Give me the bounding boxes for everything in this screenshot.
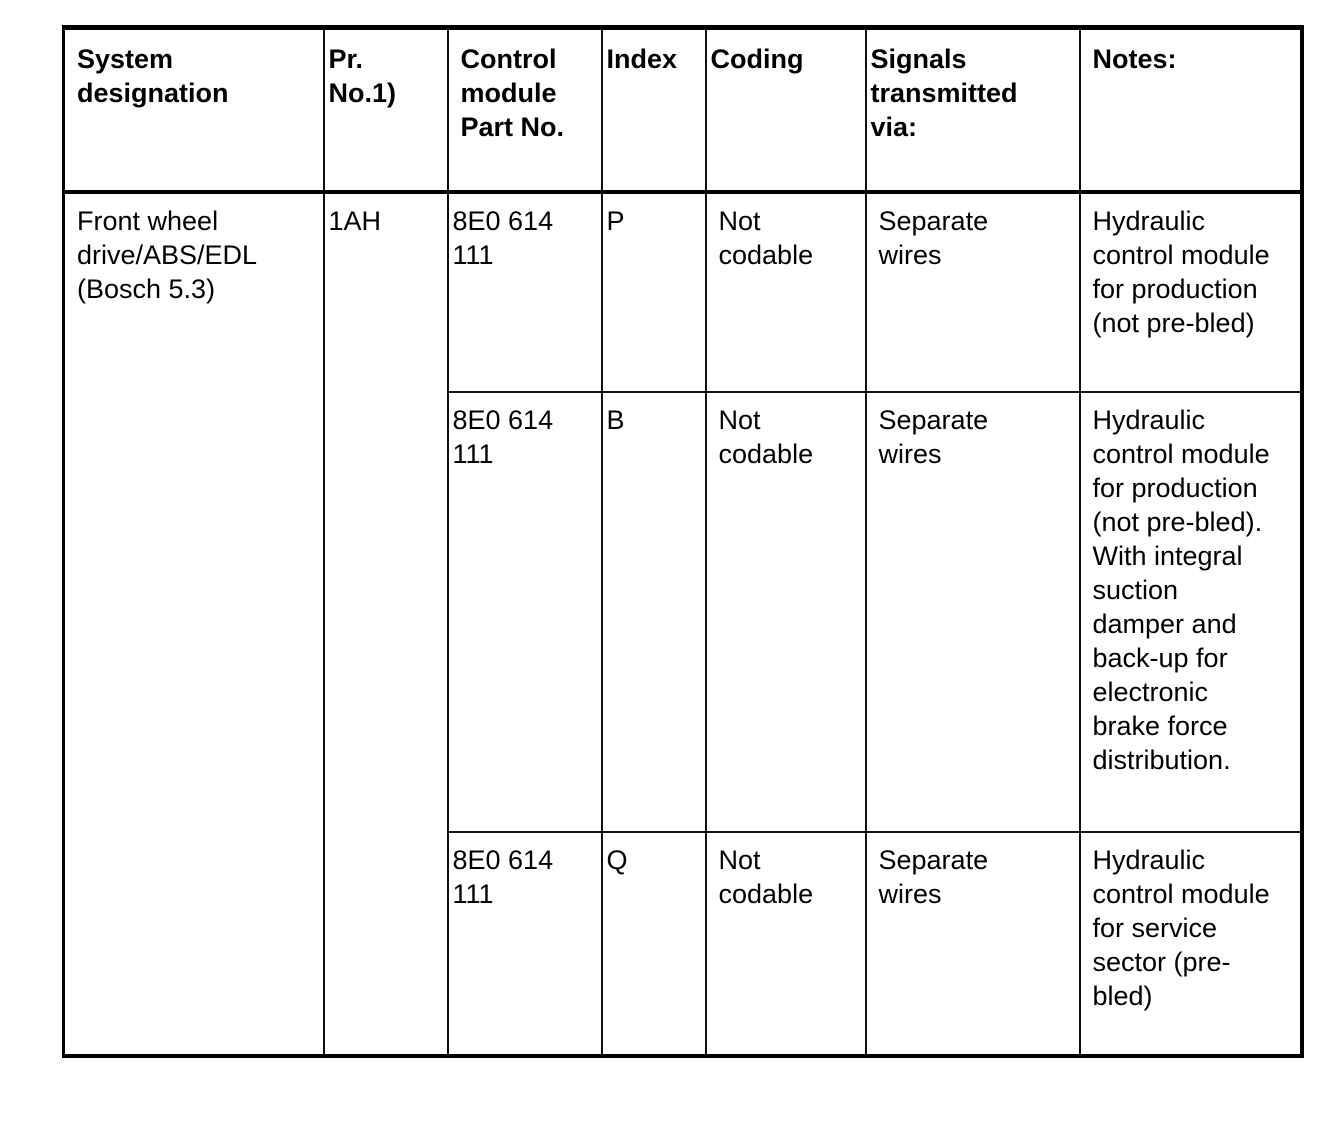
header-coding: Coding bbox=[706, 28, 866, 192]
coding-cell: Not codable bbox=[706, 192, 866, 392]
signals-cell: Separate wires bbox=[866, 392, 1080, 832]
header-row bbox=[64, 28, 1302, 192]
index-cell: Q bbox=[602, 832, 706, 1056]
system-spec-table bbox=[62, 25, 1304, 1058]
index-cell: P bbox=[602, 192, 706, 392]
system-designation-cell: Front wheel drive/ABS/EDL (Bosch 5.3) bbox=[64, 192, 324, 1056]
header-system-designation: System designation bbox=[64, 28, 324, 192]
header-notes: Notes: bbox=[1080, 28, 1302, 192]
header-pr-no: Pr. No.1) bbox=[324, 28, 448, 192]
signals-cell: Separate wires bbox=[866, 832, 1080, 1056]
coding-cell: Not codable bbox=[706, 392, 866, 832]
part-no-cell: 8E0 614 111 bbox=[448, 832, 602, 1056]
part-no-cell: 8E0 614 111 bbox=[448, 392, 602, 832]
header-control-module-part-no: Control module Part No. bbox=[448, 28, 602, 192]
index-cell: B bbox=[602, 392, 706, 832]
notes-cell: Hydraulic control module for production (not pre-bled) bbox=[1080, 192, 1302, 392]
notes-cell: Hydraulic control module for production (not pre-bled). With integral suction damper and back-up for electronic brake force distribution. bbox=[1080, 392, 1302, 832]
part-no-cell: 8E0 614 111 bbox=[448, 192, 602, 392]
header-index: Index bbox=[602, 28, 706, 192]
signals-cell: Separate wires bbox=[866, 192, 1080, 392]
pr-no-cell: 1AH bbox=[324, 192, 448, 1056]
notes-cell: Hydraulic control module for service sector (pre- bled) bbox=[1080, 832, 1302, 1056]
header-signals-transmitted-via: Signals transmitted via: bbox=[866, 28, 1080, 192]
coding-cell: Not codable bbox=[706, 832, 866, 1056]
table-row bbox=[64, 192, 1302, 392]
